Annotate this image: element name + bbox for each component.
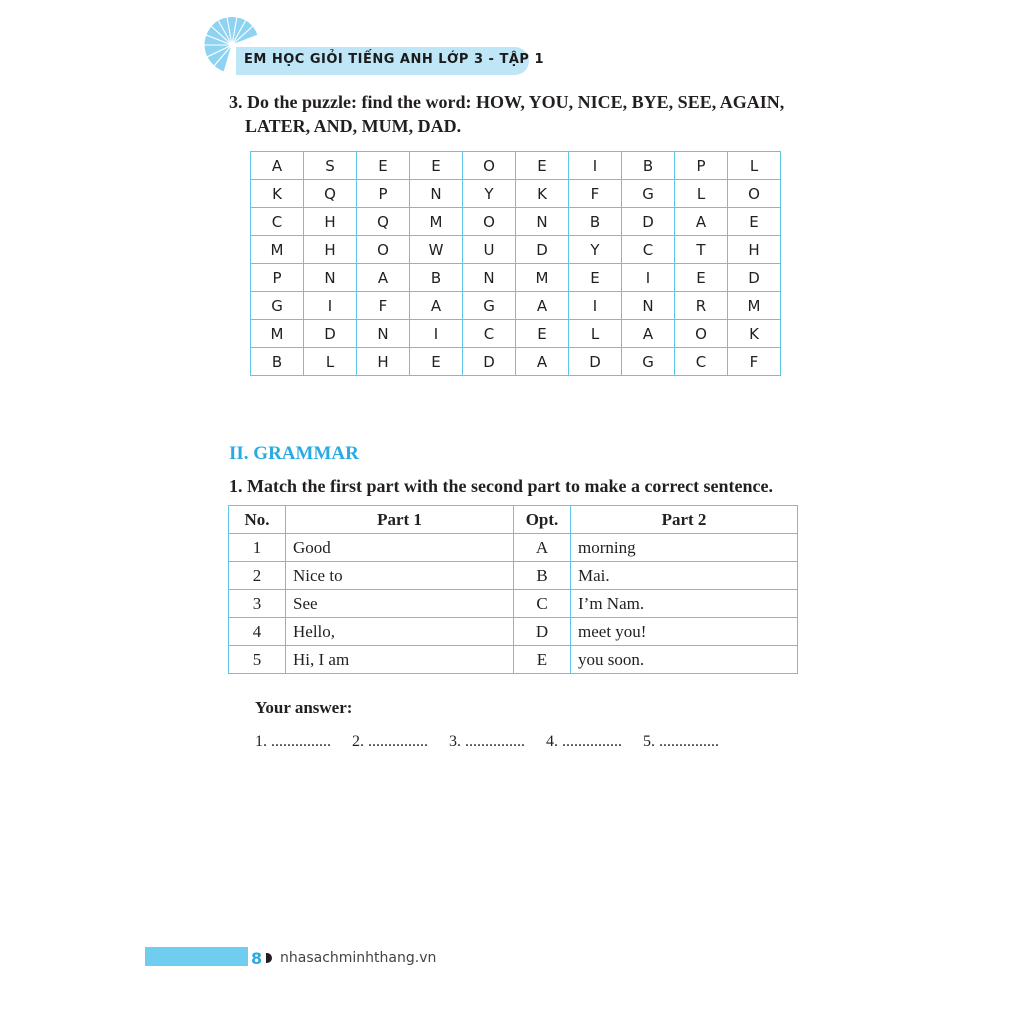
option-letter: B bbox=[514, 562, 571, 590]
grid-row bbox=[251, 348, 781, 376]
grid-cell[interactable]: H bbox=[304, 236, 357, 264]
table-row bbox=[229, 646, 798, 674]
grid-cell[interactable]: C bbox=[463, 320, 516, 348]
grid-cell[interactable]: L bbox=[569, 320, 622, 348]
grid-cell[interactable]: A bbox=[410, 292, 463, 320]
grid-cell[interactable]: U bbox=[463, 236, 516, 264]
grid-row bbox=[251, 236, 781, 264]
grid-cell[interactable]: I bbox=[304, 292, 357, 320]
grid-cell[interactable]: E bbox=[357, 152, 410, 180]
grid-cell[interactable]: M bbox=[410, 208, 463, 236]
grid-cell[interactable]: D bbox=[304, 320, 357, 348]
grid-cell[interactable]: G bbox=[622, 348, 675, 376]
grid-cell[interactable]: N bbox=[622, 292, 675, 320]
grid-row bbox=[251, 208, 781, 236]
grid-cell[interactable]: E bbox=[675, 264, 728, 292]
part2-cell: morning bbox=[571, 534, 798, 562]
row-number: 4 bbox=[229, 618, 286, 646]
grid-cell[interactable]: M bbox=[516, 264, 569, 292]
grid-cell[interactable]: E bbox=[516, 152, 569, 180]
table-row bbox=[229, 618, 798, 646]
header-part1: Part 1 bbox=[286, 506, 514, 534]
grid-cell[interactable]: F bbox=[357, 292, 410, 320]
grid-cell[interactable]: M bbox=[251, 320, 304, 348]
table-row bbox=[229, 590, 798, 618]
grid-cell[interactable]: B bbox=[251, 348, 304, 376]
grid-cell[interactable]: P bbox=[675, 152, 728, 180]
grid-cell[interactable]: O bbox=[728, 180, 781, 208]
part2-cell: you soon. bbox=[571, 646, 798, 674]
answer-blank[interactable]: 1. ............... bbox=[255, 733, 331, 750]
grid-cell[interactable]: N bbox=[410, 180, 463, 208]
grid-cell[interactable]: O bbox=[463, 152, 516, 180]
grid-cell[interactable]: L bbox=[675, 180, 728, 208]
grid-cell[interactable]: G bbox=[463, 292, 516, 320]
grid-cell[interactable]: E bbox=[728, 208, 781, 236]
exercise-3-line1: 3. Do the puzzle: find the word: HOW, YOU, NICE, BYE, SEE, AGAIN, bbox=[229, 92, 785, 112]
grid-cell[interactable]: G bbox=[251, 292, 304, 320]
answer-blank[interactable]: 4. ............... bbox=[546, 733, 622, 750]
grid-cell[interactable]: Q bbox=[357, 208, 410, 236]
part1-cell: Good bbox=[286, 534, 514, 562]
grid-cell[interactable]: L bbox=[728, 152, 781, 180]
grid-cell[interactable]: I bbox=[569, 292, 622, 320]
option-letter: E bbox=[514, 646, 571, 674]
grid-cell[interactable]: K bbox=[728, 320, 781, 348]
grid-cell[interactable]: I bbox=[569, 152, 622, 180]
grid-cell[interactable]: F bbox=[728, 348, 781, 376]
answer-blank[interactable]: 2. ............... bbox=[352, 733, 428, 750]
part1-cell: Hello, bbox=[286, 618, 514, 646]
grid-cell[interactable]: N bbox=[304, 264, 357, 292]
answer-blanks bbox=[255, 733, 740, 751]
grid-row bbox=[251, 264, 781, 292]
grid-cell[interactable]: C bbox=[622, 236, 675, 264]
matching-table-header bbox=[229, 506, 798, 534]
section-title-grammar: II. GRAMMAR bbox=[229, 443, 359, 464]
grid-row bbox=[251, 180, 781, 208]
grid-cell[interactable]: G bbox=[622, 180, 675, 208]
part2-cell: Mai. bbox=[571, 562, 798, 590]
grid-cell[interactable]: D bbox=[569, 348, 622, 376]
grid-cell[interactable]: A bbox=[622, 320, 675, 348]
grid-cell[interactable]: M bbox=[251, 236, 304, 264]
exercise-3-line2: LATER, AND, MUM, DAD. bbox=[245, 116, 462, 136]
grid-cell[interactable]: C bbox=[251, 208, 304, 236]
book-title: EM HỌC GIỎI TIẾNG ANH LỚP 3 - TẬP 1 bbox=[244, 52, 544, 67]
grid-cell[interactable]: Y bbox=[569, 236, 622, 264]
grid-cell[interactable]: D bbox=[622, 208, 675, 236]
part2-cell: meet you! bbox=[571, 618, 798, 646]
grid-cell[interactable]: E bbox=[410, 152, 463, 180]
grid-cell[interactable]: A bbox=[357, 264, 410, 292]
grid-cell[interactable]: O bbox=[357, 236, 410, 264]
table-row bbox=[229, 562, 798, 590]
grid-cell[interactable]: D bbox=[463, 348, 516, 376]
grid-cell[interactable]: I bbox=[622, 264, 675, 292]
grid-cell[interactable]: N bbox=[463, 264, 516, 292]
part1-cell: Hi, I am bbox=[286, 646, 514, 674]
row-number: 5 bbox=[229, 646, 286, 674]
matching-table bbox=[228, 505, 798, 674]
grid-cell[interactable]: E bbox=[410, 348, 463, 376]
table-row bbox=[229, 534, 798, 562]
publisher-website: nhasachminhthang.vn bbox=[280, 950, 437, 966]
answer-label: Your answer: bbox=[255, 698, 353, 717]
grid-cell[interactable]: O bbox=[675, 320, 728, 348]
grid-cell[interactable]: L bbox=[304, 348, 357, 376]
grid-cell[interactable]: O bbox=[463, 208, 516, 236]
grid-cell[interactable]: Y bbox=[463, 180, 516, 208]
grid-cell[interactable]: M bbox=[728, 292, 781, 320]
answer-blank[interactable]: 5. ............... bbox=[643, 733, 719, 750]
option-letter: A bbox=[514, 534, 571, 562]
grid-cell[interactable]: N bbox=[516, 208, 569, 236]
grid-cell[interactable]: D bbox=[516, 236, 569, 264]
grid-cell[interactable]: E bbox=[569, 264, 622, 292]
answer-blank[interactable]: 3. ............... bbox=[449, 733, 525, 750]
row-number: 1 bbox=[229, 534, 286, 562]
grid-cell[interactable]: E bbox=[516, 320, 569, 348]
grid-cell[interactable]: K bbox=[516, 180, 569, 208]
grid-row bbox=[251, 152, 781, 180]
grid-cell[interactable]: B bbox=[410, 264, 463, 292]
row-number: 2 bbox=[229, 562, 286, 590]
grid-cell[interactable]: W bbox=[410, 236, 463, 264]
grid-cell[interactable]: A bbox=[516, 348, 569, 376]
grammar-instruction: 1. Match the first part with the second part to make a correct sentence. bbox=[229, 476, 774, 496]
grid-cell[interactable]: A bbox=[675, 208, 728, 236]
grid-cell[interactable]: A bbox=[251, 152, 304, 180]
grid-cell[interactable]: T bbox=[675, 236, 728, 264]
option-letter: D bbox=[514, 618, 571, 646]
header-part2: Part 2 bbox=[571, 506, 798, 534]
grid-cell[interactable]: P bbox=[251, 264, 304, 292]
half-circle-icon bbox=[266, 953, 272, 963]
grid-cell[interactable]: P bbox=[357, 180, 410, 208]
grid-cell[interactable]: H bbox=[304, 208, 357, 236]
footer-bar bbox=[145, 947, 248, 966]
header-opt: Opt. bbox=[514, 506, 571, 534]
part1-cell: See bbox=[286, 590, 514, 618]
grid-cell[interactable]: Q bbox=[304, 180, 357, 208]
exercise-3-instruction bbox=[229, 90, 809, 138]
grid-row bbox=[251, 292, 781, 320]
grid-cell[interactable]: I bbox=[410, 320, 463, 348]
grid-cell[interactable]: B bbox=[569, 208, 622, 236]
grid-cell[interactable]: K bbox=[251, 180, 304, 208]
part2-cell: I’m Nam. bbox=[571, 590, 798, 618]
grid-cell[interactable]: B bbox=[622, 152, 675, 180]
row-number: 3 bbox=[229, 590, 286, 618]
header-no: No. bbox=[229, 506, 286, 534]
grid-cell[interactable]: S bbox=[304, 152, 357, 180]
option-letter: C bbox=[514, 590, 571, 618]
grid-cell[interactable]: N bbox=[357, 320, 410, 348]
grid-cell[interactable]: F bbox=[569, 180, 622, 208]
grid-cell[interactable]: R bbox=[675, 292, 728, 320]
page-number: 8 bbox=[251, 949, 263, 968]
grid-cell[interactable]: A bbox=[516, 292, 569, 320]
grid-cell[interactable]: D bbox=[728, 264, 781, 292]
grid-cell[interactable]: H bbox=[728, 236, 781, 264]
grid-row bbox=[251, 320, 781, 348]
grid-cell[interactable]: H bbox=[357, 348, 410, 376]
word-search-grid bbox=[250, 151, 781, 376]
grid-cell[interactable]: C bbox=[675, 348, 728, 376]
part1-cell: Nice to bbox=[286, 562, 514, 590]
